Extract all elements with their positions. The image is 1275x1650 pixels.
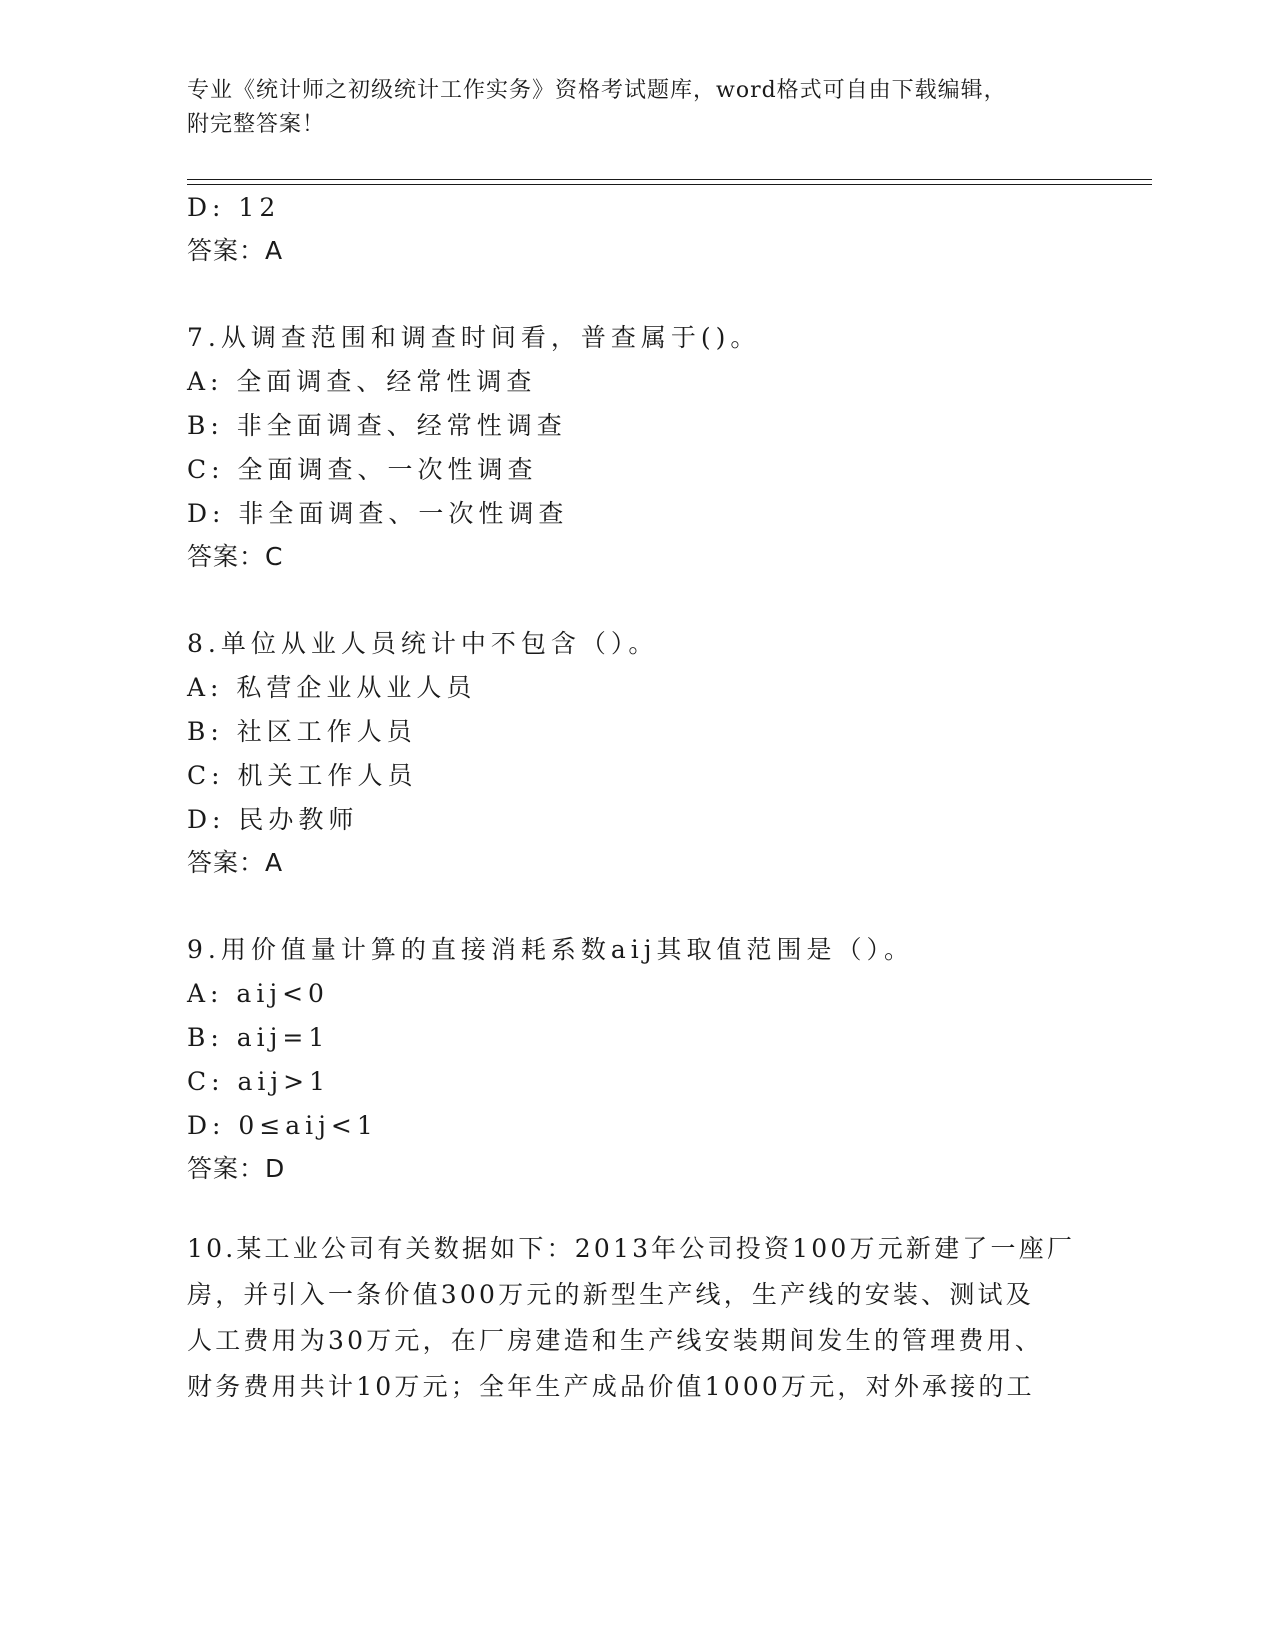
q8-option-c: C: 机关工作人员: [187, 761, 418, 790]
q10-stem-line-2: 房，并引入一条价值300万元的新型生产线，生产线的安装、测试及: [187, 1280, 1034, 1309]
q7-stem: 7.从调查范围和调查时间看，普查属于()。: [187, 323, 761, 352]
header-line-2: 附完整答案！: [187, 112, 326, 137]
prev-question-answer: 答案：A: [187, 236, 284, 265]
header-divider-bottom: [187, 184, 1152, 185]
q9-option-c: C: aij>1: [187, 1067, 331, 1096]
q8-option-a: A: 私营企业从业人员: [187, 673, 477, 702]
q7-option-c: C: 全面调查、一次性调查: [187, 455, 538, 484]
q10-stem: [187, 1226, 1087, 1410]
header-divider-top: [187, 179, 1152, 180]
q7-answer: 答案：C: [187, 542, 284, 571]
q9-answer: 答案：D: [187, 1154, 286, 1183]
q7-option-b: B: 非全面调查、经常性调查: [187, 411, 567, 440]
q10-stem-line-4: 财务费用共计10万元；全年生产成品价值1000万元，对外承接的工: [187, 1372, 1035, 1401]
document-header: [187, 74, 1087, 142]
q9-option-b: B: aij=1: [187, 1023, 330, 1052]
q8-stem: 8.单位从业人员统计中不包含（）。: [187, 629, 659, 658]
q9-option-a: A: aij<0: [187, 979, 329, 1008]
q9-option-d: D: 0≤aij<1: [187, 1111, 378, 1140]
q9-stem: 9.用价值量计算的直接消耗系数aij其取值范围是（）。: [187, 935, 915, 964]
q7-option-a: A: 全面调查、经常性调查: [187, 367, 537, 396]
q10-stem-line-3: 人工费用为30万元，在厂房建造和生产线安装期间发生的管理费用、: [187, 1326, 1044, 1355]
q8-answer: 答案：A: [187, 848, 284, 877]
q8-option-b: B: 社区工作人员: [187, 717, 417, 746]
q10-stem-line-1: 10.某工业公司有关数据如下：2013年公司投资100万元新建了一座厂: [187, 1234, 1076, 1263]
header-line-1: 专业《统计师之初级统计工作实务》资格考试题库，word格式可自由下载编辑，: [187, 78, 1007, 103]
q7-option-d: D: 非全面调查、一次性调查: [187, 499, 569, 528]
prev-question-option-d: D: 12: [187, 193, 281, 222]
q8-option-d: D: 民办教师: [187, 805, 359, 834]
